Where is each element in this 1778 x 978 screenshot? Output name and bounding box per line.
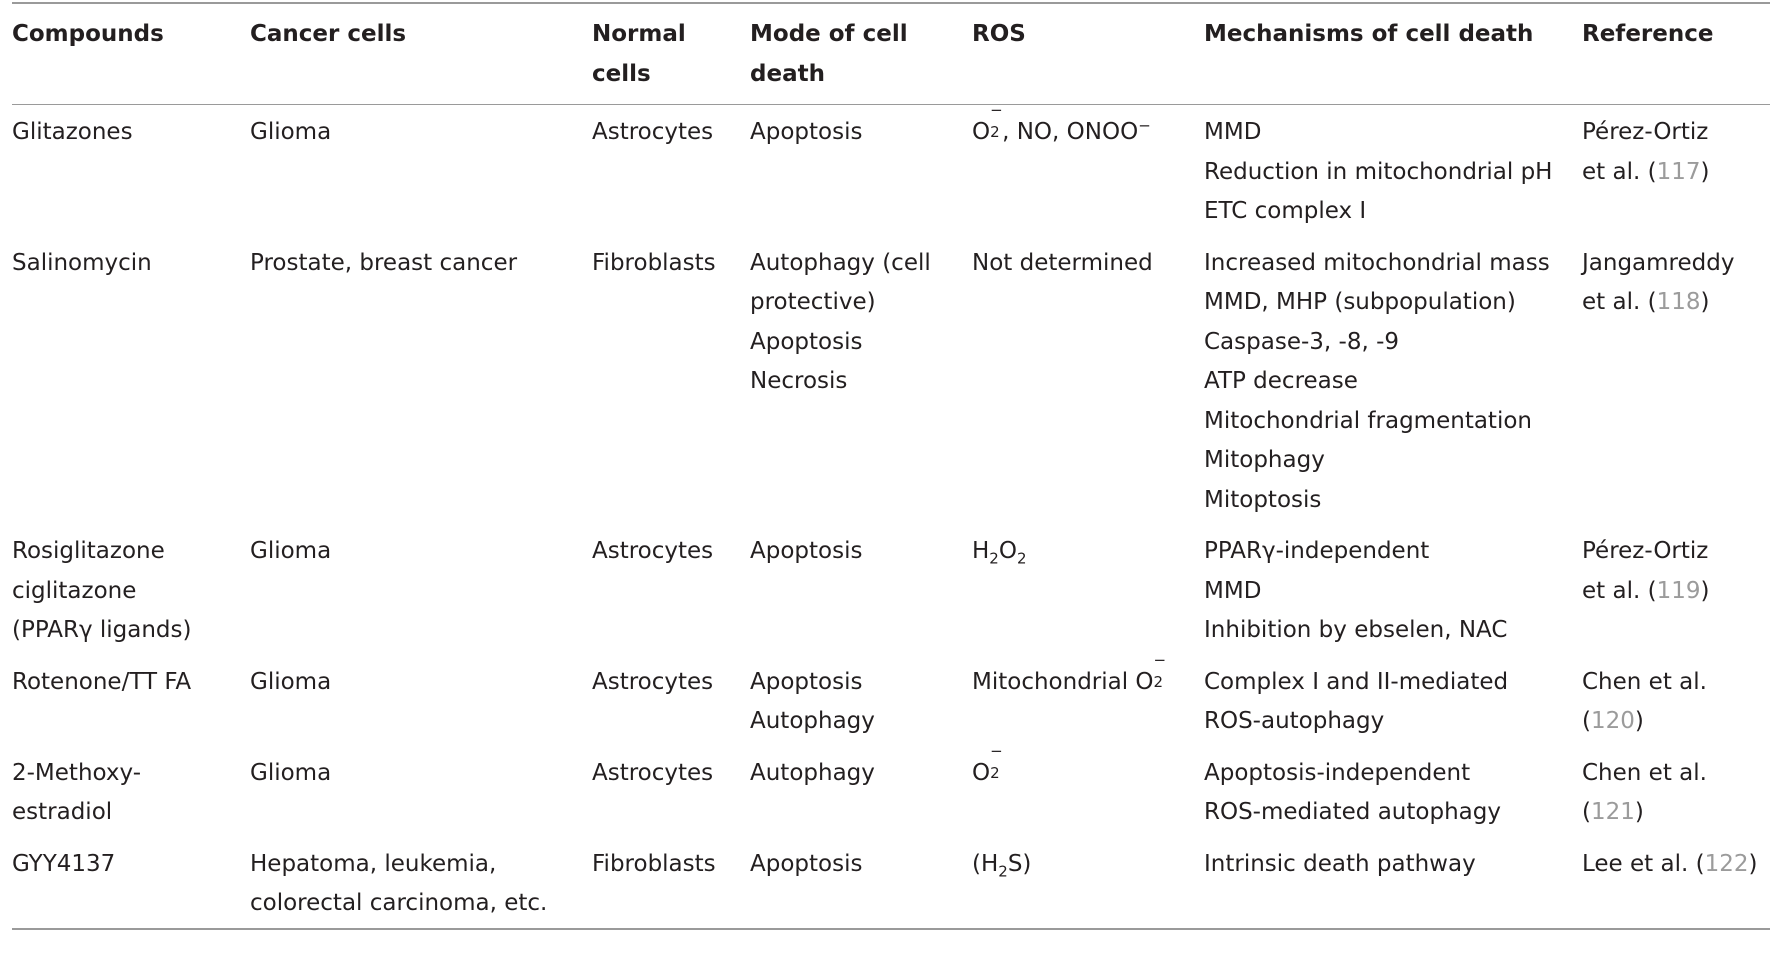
cell-mode [750, 524, 972, 655]
ros-open: (H [972, 850, 999, 877]
reference-link[interactable]: 117 [1656, 158, 1701, 185]
reference-link[interactable]: 119 [1656, 577, 1701, 604]
ros-sup: − [1153, 650, 1167, 669]
reference-line [1582, 153, 1770, 193]
ros-close: S) [1007, 850, 1032, 877]
mode-line: Apoptosis [750, 328, 863, 355]
cell-mechanisms [1204, 746, 1582, 837]
mechanism-line: Reduction in mitochondrial pH [1204, 158, 1553, 185]
cell-ros [972, 741, 1204, 837]
ros-lead: Mitochondrial O [972, 668, 1154, 695]
cell-ros [972, 650, 1204, 746]
compound-line: GYY4137 [12, 850, 116, 877]
mechanism-line: Mitophagy [1204, 447, 1325, 473]
table-body [12, 101, 1770, 929]
reference-line [1582, 845, 1770, 885]
cell-reference [1582, 105, 1770, 236]
reference-line [1582, 793, 1770, 833]
mode-line: protective) [750, 289, 876, 315]
cell-reference [1582, 746, 1770, 837]
header-mode-line2: cell death [750, 21, 908, 87]
ros-sup: − [990, 101, 1003, 119]
cell-compound [12, 837, 250, 929]
cell-normal [592, 837, 750, 929]
ros-line [972, 741, 1204, 794]
mechanism-line: MMD [1204, 119, 1262, 145]
cancer-line: Hepatoma, leukemia, [250, 850, 497, 877]
ros-line [972, 845, 1204, 885]
table-row [12, 105, 1770, 236]
cell-normal [592, 655, 750, 746]
compound-line: Rotenone/TT FA [12, 668, 192, 695]
reference-link[interactable]: 120 [1590, 708, 1635, 734]
compound-line: Glitazones [12, 119, 133, 145]
cell-mechanisms [1204, 524, 1582, 655]
cell-compound [12, 236, 250, 525]
table-row [12, 236, 1770, 525]
cell-reference [1582, 236, 1770, 525]
reference-link[interactable]: 121 [1590, 799, 1635, 825]
cell-normal [592, 105, 750, 236]
ros-line: Not determined [972, 249, 1153, 276]
cancer-line: Prostate, breast cancer [250, 249, 518, 276]
cancer-line: Glioma [250, 119, 332, 145]
header-normal-line1: Normal [592, 21, 686, 47]
reference-close: ) [1748, 850, 1758, 877]
ros-line [972, 101, 1204, 153]
cell-ros [972, 837, 1204, 929]
mechanism-line: Intrinsic death pathway [1204, 850, 1476, 877]
mechanism-line: Complex I and II-mediated [1204, 668, 1509, 695]
compound-line: Salinomycin [12, 249, 152, 276]
mode-line: Apoptosis [750, 538, 863, 564]
cancer-line: Glioma [250, 759, 332, 786]
ros-sub: 2 [990, 763, 1000, 782]
cell-normal [592, 236, 750, 525]
cell-mode [750, 105, 972, 236]
table-row [12, 524, 1770, 655]
reference-link[interactable]: 122 [1704, 850, 1749, 877]
compound-line: Rosiglitazone [12, 538, 165, 564]
ros-sub: 2 [1016, 549, 1027, 568]
reference-line: Chen et al. [1582, 759, 1707, 786]
compounds-table [12, 2, 1770, 930]
mechanism-line: Mitochondrial fragmentation [1204, 407, 1532, 434]
cell-cancer [250, 746, 592, 837]
cell-mechanisms [1204, 655, 1582, 746]
normal-line: Fibroblasts [592, 850, 716, 877]
cell-cancer [250, 524, 592, 655]
reference-line [1582, 572, 1770, 612]
ros-sup-sub [1153, 650, 1167, 691]
reference-line [1582, 702, 1770, 742]
ros-o: O [998, 538, 1017, 564]
reference-text: Lee et al. ( [1582, 850, 1705, 877]
mechanism-line: Mitoptosis [1204, 486, 1322, 513]
normal-line: Astrocytes [592, 119, 714, 145]
cell-compound [12, 655, 250, 746]
normal-line: Astrocytes [592, 759, 714, 786]
mode-line: Apoptosis [750, 119, 863, 145]
reference-line: Pérez-Ortiz [1582, 119, 1709, 145]
cancer-line: Glioma [250, 668, 332, 695]
cell-compound [12, 524, 250, 655]
ros-tail-sup: − [1138, 116, 1151, 135]
cell-mechanisms [1204, 105, 1582, 236]
cell-mode [750, 236, 972, 525]
ros-sub: 2 [1153, 672, 1164, 691]
cell-reference [1582, 524, 1770, 655]
header-mode-line1: Mode of [750, 21, 855, 47]
mode-line: Autophagy [750, 708, 875, 734]
cell-mode [750, 746, 972, 837]
mechanism-line: Inhibition by ebselen, NAC [1204, 617, 1508, 643]
reference-line: Pérez-Ortiz [1582, 538, 1709, 564]
ros-o: O [972, 759, 991, 786]
compound-line: 2-Methoxy- [12, 759, 142, 786]
ros-sub: 2 [990, 123, 1000, 141]
header-ros: ROS [972, 21, 1026, 47]
reference-text: et al. ( [1582, 577, 1657, 604]
cancer-line: Glioma [250, 538, 332, 564]
mechanism-line: Caspase-3, -8, -9 [1204, 328, 1400, 355]
ros-o: O [972, 119, 991, 145]
cell-cancer [250, 236, 592, 525]
cell-ros [972, 236, 1204, 525]
cell-normal [592, 746, 750, 837]
header-cancer-cells: Cancer cells [250, 21, 407, 47]
mode-line: Apoptosis [750, 850, 863, 877]
mode-line: Autophagy [750, 759, 875, 786]
cell-mechanisms [1204, 236, 1582, 525]
reference-text: ( [1582, 708, 1591, 734]
mode-line: Necrosis [750, 368, 848, 394]
header-row [12, 3, 1770, 105]
compound-line: (PPARγ ligands) [12, 617, 192, 643]
ros-sub: 2 [998, 862, 1008, 881]
compounds-table-container [12, 2, 1772, 930]
reference-line [1582, 283, 1770, 323]
ros-sup: − [990, 741, 1003, 760]
mechanism-line: PPARγ-independent [1204, 538, 1430, 564]
mechanism-line: MMD, MHP (subpopulation) [1204, 289, 1516, 315]
compound-line: ciglitazone [12, 577, 137, 604]
cell-normal [592, 524, 750, 655]
header-normal-cells [592, 3, 750, 105]
cancer-line: colorectal carcinoma, etc. [250, 890, 548, 916]
ros-sub: 2 [989, 549, 999, 568]
normal-line: Astrocytes [592, 668, 714, 695]
cell-cancer [250, 105, 592, 236]
cell-reference [1582, 655, 1770, 746]
cell-ros [972, 101, 1204, 236]
normal-line: Astrocytes [592, 538, 714, 564]
ros-sup-sub [990, 101, 1003, 141]
reference-close: ) [1700, 158, 1710, 185]
cell-compound [12, 105, 250, 236]
table-row [12, 837, 1770, 929]
reference-close: ) [1634, 708, 1644, 734]
cell-compound [12, 746, 250, 837]
mechanism-line: Increased mitochondrial mass [1204, 249, 1550, 276]
header-mode-of-cell-death [750, 3, 972, 105]
reference-text: et al. ( [1582, 289, 1657, 315]
mode-line: Autophagy (cell [750, 249, 931, 276]
ros-line [972, 650, 1204, 703]
ros-line [972, 532, 1204, 572]
table-row [12, 655, 1770, 746]
normal-line: Fibroblasts [592, 249, 716, 276]
mechanism-line: MMD [1204, 577, 1262, 604]
compound-line: estradiol [12, 799, 113, 825]
reference-line: Chen et al. [1582, 668, 1707, 695]
cell-reference [1582, 837, 1770, 929]
ros-tail: , NO, ONOO [1002, 119, 1139, 145]
ros-sup-sub [990, 741, 1003, 782]
mechanism-line: ROS-autophagy [1204, 708, 1385, 734]
ros-h: H [972, 538, 990, 564]
reference-text: ( [1582, 799, 1591, 825]
header-compounds: Compounds [12, 21, 164, 47]
reference-line: Jangamreddy [1582, 249, 1735, 276]
table-header [12, 3, 1770, 105]
header-normal-line2: cells [592, 61, 651, 87]
mechanism-line: ROS-mediated autophagy [1204, 799, 1501, 825]
cell-mechanisms [1204, 837, 1582, 929]
reference-close: ) [1634, 799, 1644, 825]
reference-link[interactable]: 118 [1656, 289, 1701, 315]
reference-close: ) [1700, 289, 1710, 315]
reference-close: ) [1700, 577, 1710, 604]
cell-cancer [250, 837, 592, 929]
mode-line: Apoptosis [750, 668, 863, 695]
header-reference: Reference [1582, 21, 1714, 47]
cell-mode [750, 655, 972, 746]
cell-cancer [250, 655, 592, 746]
table-row [12, 746, 1770, 837]
mechanism-line: Apoptosis-independent [1204, 759, 1471, 786]
mechanism-line: ATP decrease [1204, 368, 1358, 394]
reference-text: et al. ( [1582, 158, 1657, 185]
mechanism-line: ETC complex I [1204, 198, 1367, 224]
header-mechanisms: Mechanisms of cell death [1204, 21, 1534, 47]
cell-mode [750, 837, 972, 929]
cell-ros [972, 524, 1204, 655]
